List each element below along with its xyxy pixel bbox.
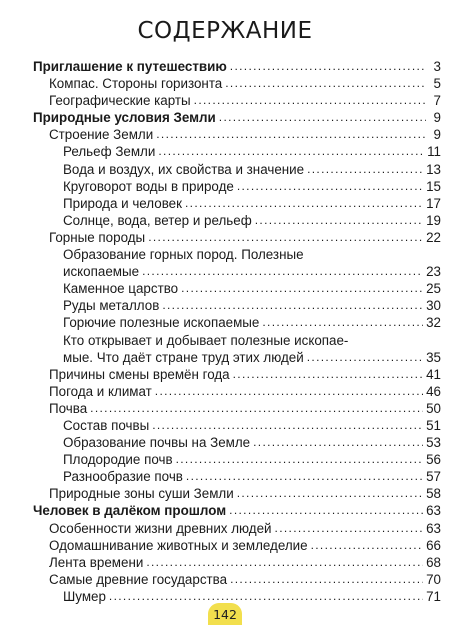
toc-entry[interactable]: [33, 75, 441, 92]
toc-entry-page: 53: [426, 435, 441, 451]
toc-entry-page: 15: [426, 178, 441, 194]
toc-entry-page: 23: [426, 264, 441, 280]
toc-entry[interactable]: [33, 58, 441, 75]
toc-entry-title: Горючие полезные ископаемые: [63, 315, 260, 331]
toc-entry-page: 46: [426, 383, 441, 399]
toc-entry[interactable]: [33, 485, 441, 502]
toc-entry-title-line1: Кто открывает и добывает полезные ископае-: [63, 332, 349, 348]
toc-entry-page: 11: [427, 144, 441, 160]
toc-entry[interactable]: [33, 143, 441, 160]
dot-leader: [253, 434, 423, 451]
toc-entry-page: 5: [433, 76, 441, 92]
toc-entry-title: Погода и климат: [49, 383, 152, 399]
toc-entry-page: 13: [426, 161, 441, 177]
toc-entry-title: Шумер: [63, 588, 106, 604]
toc-entry[interactable]: [33, 451, 441, 468]
toc-entry-title: Лента времени: [49, 554, 144, 570]
dot-leader: [311, 537, 424, 554]
toc-entry-title: Горные породы: [49, 229, 146, 245]
toc-entry-page: 57: [426, 469, 441, 485]
toc-entry-title: Разнообразие почв: [63, 469, 183, 485]
dot-leader: [162, 297, 423, 314]
dot-leader: [146, 554, 423, 571]
toc-entry[interactable]: [33, 434, 441, 451]
toc-entry[interactable]: [33, 92, 441, 109]
toc-entry-title: Рельеф Земли: [63, 144, 156, 160]
toc-entry[interactable]: [33, 229, 441, 246]
toc-entry-title: Природные условия Земли: [33, 110, 216, 126]
dot-leader: [176, 451, 424, 468]
dot-leader: [158, 143, 424, 160]
dot-leader: [229, 502, 423, 519]
toc-entry-page: 32: [426, 315, 441, 331]
toc-entry-title: Одомашнивание животных и земледелие: [49, 537, 308, 553]
dot-leader: [275, 520, 424, 537]
toc-entry-line: [33, 246, 441, 263]
toc-entry-title: Почва: [49, 400, 88, 416]
dot-leader: [142, 263, 423, 280]
toc-entry[interactable]: [33, 263, 441, 280]
toc-entry[interactable]: [33, 400, 441, 417]
toc-entry[interactable]: [33, 314, 441, 331]
toc-entry-title: Приглашение к путешествию: [33, 59, 227, 74]
toc-entry[interactable]: [33, 297, 441, 314]
toc-entry-title: Строение Земли: [49, 127, 154, 143]
toc-entry[interactable]: [33, 417, 441, 434]
toc-entry[interactable]: [33, 109, 441, 126]
dot-leader: [194, 92, 426, 109]
toc-entry[interactable]: [33, 468, 441, 485]
toc-entry-page: 3: [433, 59, 441, 74]
dot-leader: [155, 383, 423, 400]
dot-leader: [219, 109, 426, 126]
toc-entry-page: 25: [426, 281, 441, 297]
dot-leader: [225, 75, 426, 92]
toc-entry[interactable]: [33, 126, 441, 143]
dot-leader: [307, 349, 423, 366]
toc-entry-page: 22: [426, 229, 441, 245]
toc-entry-page: 30: [426, 298, 441, 314]
toc-entry-page: 63: [426, 503, 441, 519]
dot-leader: [230, 571, 423, 588]
toc-entry[interactable]: [33, 212, 441, 229]
toc-entry-page: 19: [426, 212, 441, 228]
toc-entry-title: Круговорот воды в природе: [63, 178, 234, 194]
toc-entry-page: 71: [426, 588, 441, 604]
dot-leader: [156, 126, 426, 143]
toc-entry-title: Природа и человек: [63, 195, 182, 211]
toc-entry[interactable]: [33, 554, 441, 571]
toc-entry-title-line1: Образование горных пород. Полезные: [63, 247, 304, 263]
toc-entry-page: 17: [426, 195, 441, 211]
toc-entry-title: ископаемые: [63, 264, 140, 280]
toc-entry-title: Плодородие почв: [63, 452, 173, 468]
toc-entry-page: 41: [426, 366, 441, 382]
toc-entry-title: Вода и воздух, их свойства и значение: [63, 161, 305, 177]
page-title: СОДЕРЖАНИЕ: [137, 18, 313, 44]
toc-entry-page: 35: [426, 349, 441, 365]
toc-entry-page: 66: [426, 537, 441, 553]
dot-leader: [186, 468, 423, 485]
toc-entry[interactable]: [33, 178, 441, 195]
toc-entry-title: Самые древние государства: [49, 571, 228, 587]
toc-entry-title: Руды металлов: [63, 298, 160, 314]
toc-entry-title: Географические карты: [49, 93, 191, 109]
toc-entry-title: Человек в далёком прошлом: [33, 503, 227, 519]
dot-leader: [90, 400, 423, 417]
toc-entry[interactable]: [33, 366, 441, 383]
toc-entry-page: 68: [426, 554, 441, 570]
dot-leader: [307, 161, 423, 178]
toc-entry[interactable]: [33, 502, 441, 519]
dot-leader: [181, 280, 423, 297]
dot-leader: [262, 314, 423, 331]
toc-entry[interactable]: [33, 280, 441, 297]
dot-leader: [230, 58, 426, 75]
dot-leader: [255, 212, 423, 229]
toc-entry-page: 50: [426, 400, 441, 416]
toc-entry-title: Особенности жизни древних людей: [49, 520, 272, 536]
dot-leader: [237, 178, 423, 195]
dot-leader: [233, 366, 423, 383]
toc-entry-title: Каменное царство: [63, 281, 179, 297]
dot-leader: [148, 229, 423, 246]
toc-entry-title: мые. Что даёт стране труд этих людей: [63, 349, 304, 365]
toc-entry[interactable]: [33, 571, 441, 588]
toc-entry-page: 58: [426, 486, 441, 502]
toc-entry-title: Образование почвы на Земле: [63, 435, 251, 451]
toc-entry-line: [33, 332, 441, 349]
toc-entry-title: Состав почвы: [63, 417, 150, 433]
toc-entry[interactable]: [33, 161, 441, 178]
toc-entry[interactable]: [33, 520, 441, 537]
dot-leader: [237, 485, 423, 502]
toc-entry[interactable]: [33, 537, 441, 554]
toc-entry[interactable]: [33, 588, 441, 605]
toc-entry[interactable]: [33, 349, 441, 366]
toc-entry-page: 9: [433, 127, 441, 143]
toc-entry-page: 51: [426, 417, 441, 433]
toc-entry-page: 7: [433, 93, 441, 109]
toc-entry-title: Причины смены времён года: [49, 366, 230, 382]
toc-entry[interactable]: [33, 195, 441, 212]
toc-entry[interactable]: [33, 383, 441, 400]
toc-entry-title: Компас. Стороны горизонта: [49, 76, 223, 92]
toc-entry-page: 56: [426, 452, 441, 468]
table-of-contents: [33, 58, 441, 605]
dot-leader: [109, 588, 423, 605]
toc-entry-page: 63: [426, 520, 441, 536]
toc-entry-title: Солнце, вода, ветер и рельеф: [63, 212, 252, 228]
dot-leader: [185, 195, 423, 212]
page-number-badge: 142: [208, 603, 242, 625]
toc-entry-page: 70: [426, 571, 441, 587]
toc-entry-title: Природные зоны суши Земли: [49, 486, 234, 502]
dot-leader: [152, 417, 423, 434]
toc-entry-page: 9: [433, 110, 441, 126]
